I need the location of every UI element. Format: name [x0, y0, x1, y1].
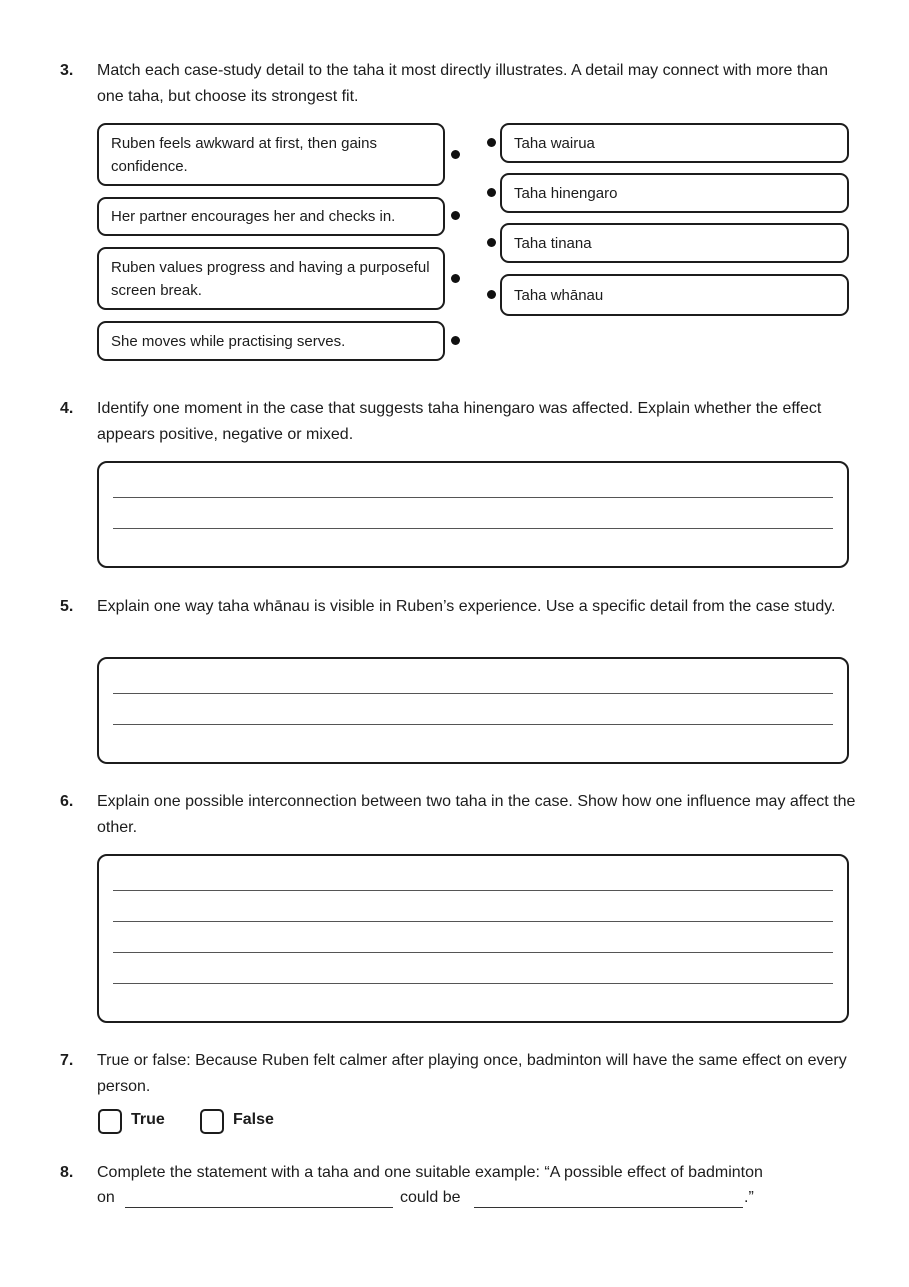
true-checkbox[interactable] — [98, 1109, 122, 1134]
match-taha-3-dot[interactable] — [487, 238, 496, 247]
match-detail-4[interactable]: She moves while practising serves. — [97, 321, 445, 361]
writing-line — [113, 890, 833, 891]
false-label: False — [233, 1111, 274, 1128]
match-taha-3[interactable]: Taha tinana — [500, 223, 849, 263]
answer-box-4[interactable] — [97, 461, 849, 568]
on-label: on — [97, 1189, 115, 1206]
answer-box-6[interactable] — [97, 854, 849, 1023]
match-taha-1[interactable]: Taha wairua — [500, 123, 849, 163]
writing-line — [113, 528, 833, 529]
match-detail-3[interactable]: Ruben values progress and having a purposeful screen break. — [97, 247, 445, 310]
match-detail-2-dot[interactable] — [451, 211, 460, 220]
writing-line — [113, 724, 833, 725]
match-detail-1-dot[interactable] — [451, 150, 460, 159]
question-text: Complete the statement with a taha and one suitable example: “A possible effect of badminton — [97, 1164, 763, 1181]
match-taha-4[interactable]: Taha whānau — [500, 274, 849, 316]
question-text: Match each case-study detail to the taha it most directly illustrates. A detail may connect with more than one taha, but choose its strongest fit. — [97, 62, 829, 105]
match-detail-4-dot[interactable] — [451, 336, 460, 345]
question-number: 5. — [60, 598, 74, 615]
question-number: 8. — [60, 1164, 74, 1181]
match-detail-2[interactable]: Her partner encourages her and checks in. — [97, 197, 445, 236]
match-taha-2-dot[interactable] — [487, 188, 496, 197]
writing-line — [113, 983, 833, 984]
end-quote: .” — [744, 1189, 754, 1206]
match-taha-4-dot[interactable] — [487, 290, 496, 299]
question-number: 7. — [60, 1052, 74, 1069]
writing-line — [113, 952, 833, 953]
match-detail-3-dot[interactable] — [451, 274, 460, 283]
false-checkbox[interactable] — [200, 1109, 224, 1134]
taha-blank[interactable] — [125, 1207, 393, 1208]
match-detail-1[interactable]: Ruben feels awkward at first, then gains confidence. — [97, 123, 445, 186]
question-number: 4. — [60, 400, 74, 417]
answer-box-5[interactable] — [97, 657, 849, 764]
question-number: 3. — [60, 62, 74, 79]
example-blank[interactable] — [474, 1207, 743, 1208]
writing-line — [113, 693, 833, 694]
question-number: 6. — [60, 793, 74, 810]
writing-line — [113, 921, 833, 922]
match-taha-2[interactable]: Taha hinengaro — [500, 173, 849, 213]
question-text: Explain one possible interconnection between two taha in the case. Show how one influence may affect the other. — [97, 793, 856, 836]
question-text: Explain one way taha whānau is visible in Ruben’s experience. Use a specific detail from the case study. — [97, 598, 836, 615]
writing-line — [113, 497, 833, 498]
true-label: True — [131, 1111, 165, 1128]
could-be-label: could be — [400, 1189, 461, 1206]
question-text: True or false: Because Ruben felt calmer after playing once, badminton will have the same effect on every person. — [97, 1052, 847, 1095]
question-text: Identify one moment in the case that suggests taha hinengaro was affected. Explain whether the effect appears positive, negative or mixed. — [97, 400, 822, 443]
match-taha-1-dot[interactable] — [487, 138, 496, 147]
